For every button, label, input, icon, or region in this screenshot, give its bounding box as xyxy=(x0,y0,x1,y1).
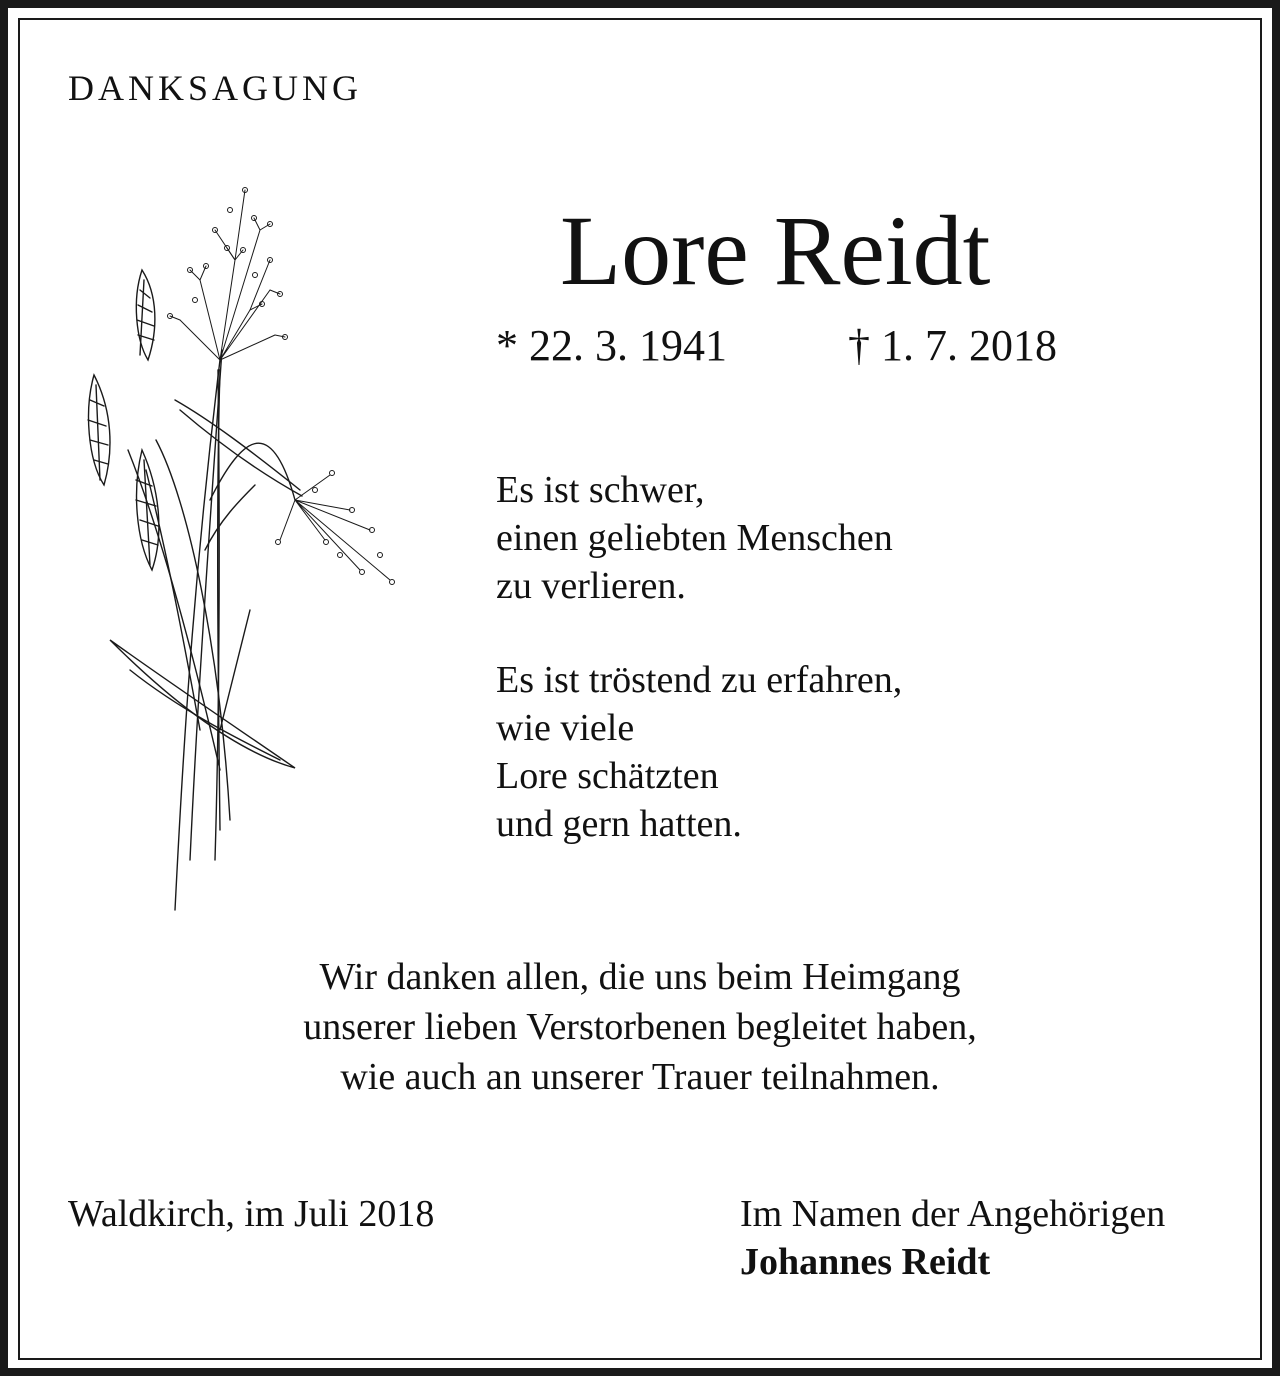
thanks-line: unserer lieben Verstorbenen begleitet haben, xyxy=(303,1006,977,1048)
poem-line: zu verlieren. xyxy=(496,565,686,607)
birth-date: * 22. 3. 1941 xyxy=(496,321,727,370)
place-date: Waldkirch, im Juli 2018 xyxy=(68,1193,435,1235)
heading-danksagung: DANKSAGUNG xyxy=(68,68,363,108)
signature-block xyxy=(740,1190,1165,1286)
poem-line: Es ist schwer, xyxy=(496,469,705,511)
signer-name: Johannes Reidt xyxy=(740,1241,991,1283)
panicle-side xyxy=(276,471,395,585)
thanks-paragraph xyxy=(140,952,1140,1102)
deceased-name: Lore Reidt xyxy=(560,195,991,306)
poem-line: wie viele xyxy=(496,707,635,749)
grass-illustration-icon xyxy=(70,170,410,920)
thanks-line: wie auch an unserer Trauer teilnahmen. xyxy=(340,1056,940,1098)
poem-line: und gern hatten. xyxy=(496,803,742,845)
death-date: † 1. 7. 2018 xyxy=(848,321,1057,370)
thanks-line: Wir danken allen, die uns beim Heimgang xyxy=(319,956,961,998)
panicle-top xyxy=(168,188,288,361)
poem-stanza-2 xyxy=(496,656,902,848)
poem-line: Es ist tröstend zu erfahren, xyxy=(496,659,903,701)
poem-stanza-1 xyxy=(496,466,893,610)
poem-line: Lore schätzten xyxy=(496,755,719,797)
poem-line: einen geliebten Menschen xyxy=(496,517,893,559)
on-behalf-text: Im Namen der Angehörigen xyxy=(740,1193,1166,1235)
